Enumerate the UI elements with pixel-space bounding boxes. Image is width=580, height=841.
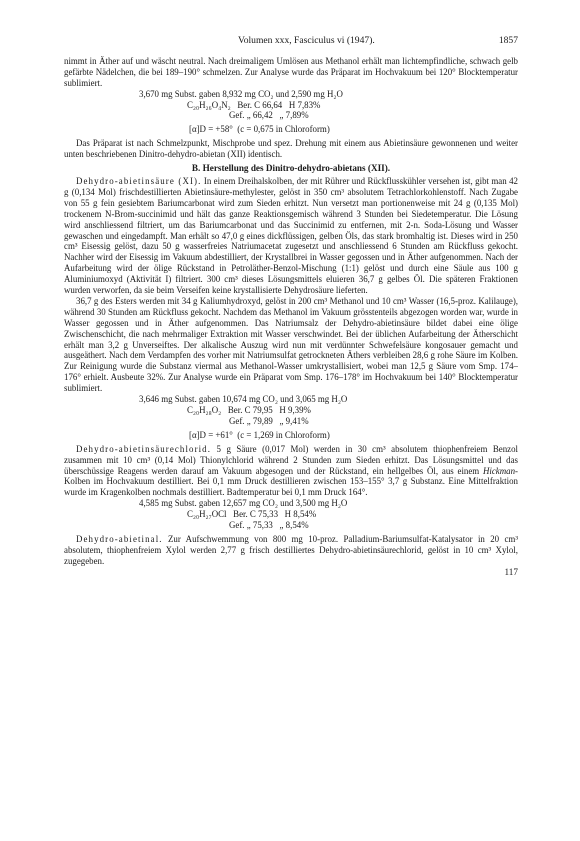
- page: [64, 36, 518, 578]
- rotation-1: [α]D = +58° (c = 0,675 in Chloroform): [189, 124, 330, 135]
- paragraph-3: Dehydro-abietinsäure (XI). In einem Dreihalskolben, der mit Rührer und Rückflusskühler versehen ist, gibt man 42 g (0,134 Mol) frischdestillierten Abietinsäure-methylester, gelöst in 350 cm³ absolutem Tetrachlorkohlenstoff. Nach Zugabe von 55 g fein gesiebtem Bariumcarbonat wird zum Sieden erhitzt. Nun versetzt man portionenweise mit 24 g (0,135 Mol) trockenem N-Brom-succinimid und hält das ganze Reaktionsgemisch während 3 Stunden bei Siedetemperatur. Die Lösung wird anschliessend filtriert, um das Bariumcarbonat und das Succinimid zu entfernen, mit 2-n. Soda-Lösung und Wasser gewaschen und eingedampft. Man erhält so 47,0 g eines dickflüssigen, gelben Öls, das stark bromhaltig ist. Dieses wird in 250 cm³ Eisessig gelöst, dazu 50 g wasserfreies Natriumacetat zugesetzt und anschliessend 6 Stunden am Rückfluss gekocht. Nachher wird der Eisessig im Vakuum abdestilliert, der Krystallbrei in Wasser gegossen und in Äther aufgenommen. Nach der Aufarbeitung wird der ölige Rückstand in Petroläther-Benzol-Mischung (1:1) gelöst und durch eine Säule aus 100 g Aluminiumoxyd (Aktivität I) filtriert. 300 cm³ dieses Lösungsmittels eluieren 36,7 g gelbes Öl. Die späteren Fraktionen wurden verworfen, da sie beim Verseifen keine krystallisierte Dehydrosäure lieferten.: [64, 175, 518, 296]
- analysis-2-line-3: Gef. „ 79,89 „ 9,41%: [229, 415, 309, 426]
- analysis-2-line-2: C₂₀H₂₈O₂ Ber. C 79,95 H 9,39%: [187, 405, 311, 415]
- analysis-2-line-1: 3,646 mg Subst. gaben 10,674 mg CO₂ und 3,065 mg H₂O: [139, 394, 348, 405]
- analysis-3-line-2: C₂₀H₂₇OCl Ber. C 75,33 H 8,54%: [187, 509, 317, 520]
- page-number: 1857: [498, 35, 518, 46]
- term-saeurechlorid: Dehydro-abietinsäurechlorid.: [76, 443, 212, 454]
- paragraph-2: Das Präparat ist nach Schmelzpunkt, Mischprobe und spez. Drehung mit einem aus Abietinsäure gewonnenen und weiter unten beschriebenen Dinitro-dehydro-abietan (XII) identisch.: [64, 138, 518, 160]
- section-heading: B. Herstellung des Dinitro-dehydro-abietans (XII).: [191, 163, 391, 174]
- analysis-1-line-3: Gef. „ 66,42 „ 7,89%: [229, 110, 309, 121]
- footer-sheet-number: 117: [504, 566, 518, 577]
- analysis-3-line-3: Gef. „ 75,33 „ 8,54%: [229, 520, 309, 531]
- journal-title: Volumen xxx, Fasciculus vi (1947).: [238, 35, 375, 46]
- term-dehydro-abietinsaeure: Dehydro-abietinsäure (XI).: [76, 175, 202, 186]
- paragraph-1: nimmt in Äther auf und wäscht neutral. Nach dreimaligem Umlösen aus Methanol erhält man lichtempfindliche, schwach gelb gefärbte Nädelchen, die bei 189–190° schmelzen. Zur Analyse wurde das Präparat im Hochvakuum bei 120° Blocktemperatur sublimiert.: [64, 55, 518, 88]
- paragraph-5: Dehydro-abietinsäurechlorid. 5 g Säure (0,017 Mol) werden in 30 cm³ absolutem thiophenfreiem Benzol zusammen mit 10 cm³ (0,14 Mol) Thionylchlorid während 2 Stunden zum Sieden erhitzt. Das Lösungsmittel und das überschüssige Reagens werden darauf am Vakuum abgesogen und der Rückstand, ein hellgelbes Öl, aus einem Hickman-Kolben im Hochvakuum destilliert. Bei 0,1 mm Druck destillieren zwischen 153–155° 3,7 g Substanz. Eine Mittelfraktion wurde im Kragenkolben nochmals destilliert. Badtemperatur bei 0,1 mm Druck 164°.: [64, 443, 518, 498]
- analysis-1-line-1: 3,670 mg Subst. gaben 8,932 mg CO₂ und 2,590 mg H₂O: [139, 88, 343, 99]
- paragraph-6: Dehydro-abietinal. Zur Aufschwemmung von 800 mg 10-proz. Palladium-Bariumsulfat-Katalysator in 20 cm³ absolutem, thiophenfreiem Xylol werden 2,77 g frisch destilliertes Dehydro-abietinsäurechlorid, gelöst in 10 cm³ Xylol, zugegeben.: [64, 533, 518, 566]
- paragraph-4: 36,7 g des Esters werden mit 34 g Kaliumhydroxyd, gelöst in 200 cm³ Methanol und 10 cm³ Wasser (16,5-proz. Kalilauge), während 30 Stunden am Rückfluss gekocht. Nachdem das Methanol im Vakuum grösstenteils abgezogen worden war, wurde in Wasser gegossen und in Äther aufgenommen. Das Natriumsalz der Dehydro-abietinsäure bildet dabei eine ölige Zwischenschicht, die nach mehrmaliger Extraktion mit Wasser verschwindet. Bei der üblichen Aufarbeitung der Ätherschicht erhält man 3,2 g Unverseiftes. Der alkalische Auszug wird nun mit verdünnter Schwefelsäure kongosauer gemacht und ausgeäthert. Nach dem Verdampfen des vorher mit Natriumsulfat getrockneten Äthers verbleiben 28,6 g rohe Säure im Kolben. Zur Reinigung wurde die Substanz viermal aus Methanol-Wasser umkrystallisiert, wobei man 12,5 g Säure vom Smp. 174–176° erhielt. Ausbeute 32%. Zur Analyse wurde ein Präparat vom Smp. 176–178° im Hochvakuum bei 140° Blocktemperatur sublimiert.: [64, 295, 518, 394]
- term-dehydro-abietinal: Dehydro-abietinal.: [76, 533, 163, 544]
- analysis-1-line-2: C₂₀H₂₆O₄N₂ Ber. C 66,64 H 7,83%: [187, 99, 321, 110]
- rotation-2: [α]D = +61° (c = 1,269 in Chloroform): [189, 429, 330, 440]
- analysis-3-line-1: 4,585 mg Subst. gaben 12,657 mg CO₂ und 3,500 mg H₂O: [139, 498, 348, 509]
- running-header: [64, 36, 518, 47]
